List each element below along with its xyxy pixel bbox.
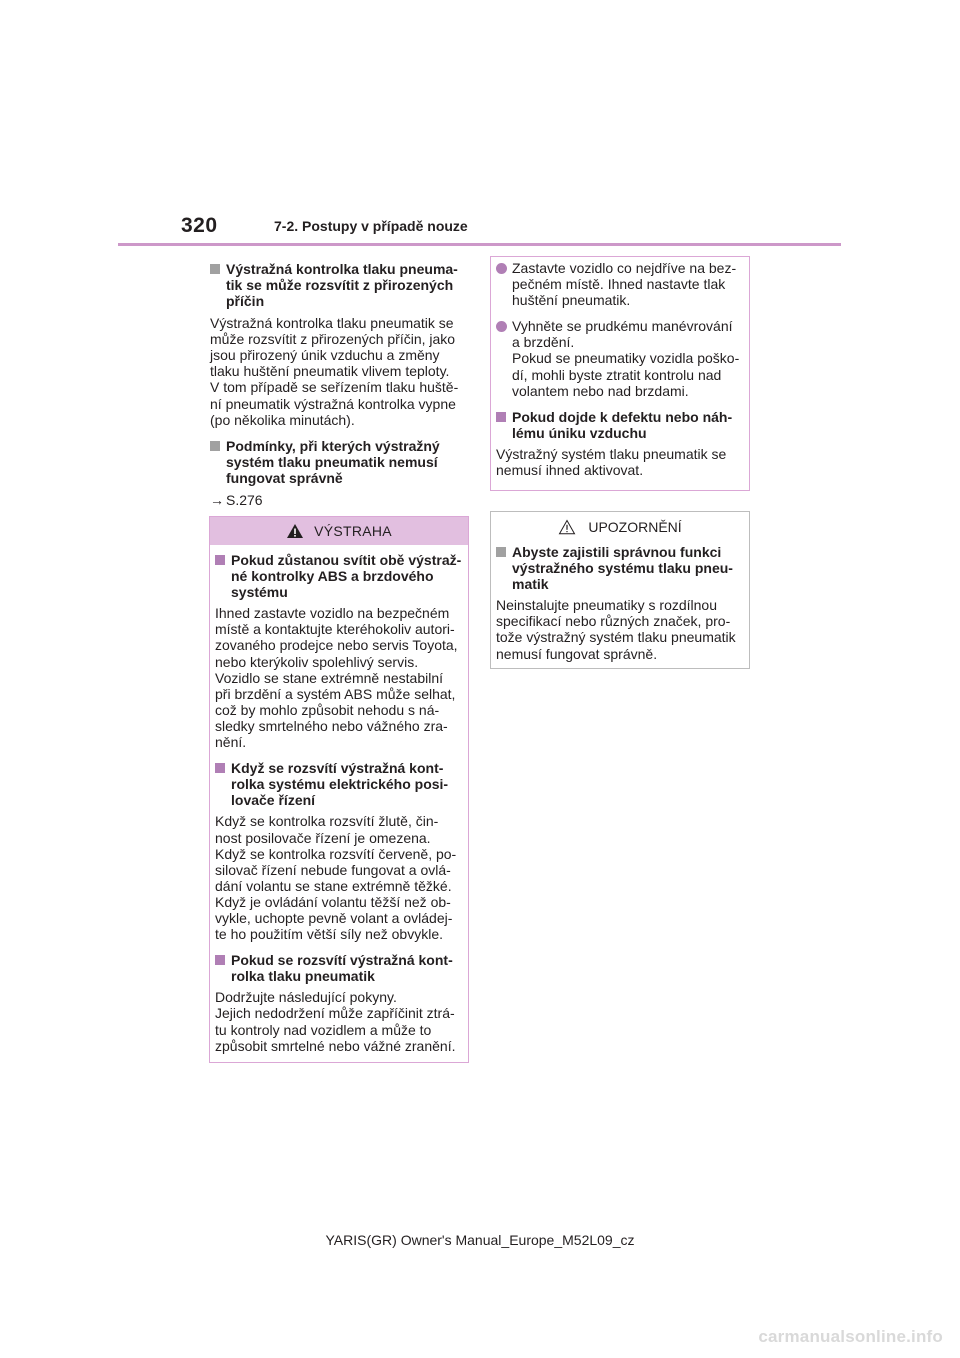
page-footer: YARIS(GR) Owner's Manual_Europe_M52L09_cz xyxy=(325,1232,635,1248)
page-header xyxy=(0,0,960,250)
page-reference[interactable] xyxy=(210,492,468,508)
square-bullet-icon xyxy=(215,555,225,565)
list-item: Vyhněte se prudkému manévrování a brzdění. Pokud se pneumatiky vozidla poško- dí, mohli byste ztratit kontrolu nad volantem nebo nad brzdami. xyxy=(496,318,745,398)
warning-paragraph-tpws: Dodržujte následující pokyny. Jejich nedodržení může zapříčinit ztrá- tu kontroly nad vozidlem a může to způsobit smrtelné nebo vážné zranění. xyxy=(215,989,456,1054)
round-bullet-icon xyxy=(496,263,507,274)
section-title: 7-2. Postupy v případě nouze xyxy=(274,218,468,234)
header-rule xyxy=(118,243,841,246)
warning-heading-abs: Pokud zůstanou svítit obě výstraž- né kontrolky ABS a brzdového systému xyxy=(215,552,464,600)
square-bullet-icon xyxy=(210,441,220,451)
paragraph-natural-causes: Výstražná kontrolka tlaku pneumatik se může rozsvítit z přirozených příčin, jako jsou přirozený únik vzduchu a změny tlaku huštění pneumatik vlivem teploty. V tom případě se seřízením tlaku huště- ní pneumatik výstražná kontrolka vypne (po několika minutách). xyxy=(210,314,459,428)
arrow-right-icon: → xyxy=(210,491,224,508)
square-bullet-icon xyxy=(215,763,225,773)
page-reference-link[interactable]: S.276 xyxy=(226,491,263,508)
warning-box xyxy=(209,516,469,1063)
notice-body xyxy=(491,542,749,662)
list-item: Zastavte vozidlo co nejdříve na bez- pečném místě. Ihned nastavte tlak huštění pneumatik. xyxy=(496,260,745,308)
notice-box xyxy=(490,511,750,669)
caution-triangle-icon xyxy=(558,519,576,535)
notice-heading: Abyste zajistili správnou funkci výstražného systému tlaku pneu- matik xyxy=(496,544,745,592)
round-bullet-icon xyxy=(496,321,507,332)
warning-title-bar xyxy=(210,517,468,545)
square-bullet-icon xyxy=(210,264,220,274)
heading-defect: Pokud dojde k defektu nebo náh- lému úniku vzduchu xyxy=(496,409,745,441)
watermark: carmanualsonline.info xyxy=(758,1327,943,1346)
notice-title: UPOZORNĚNÍ xyxy=(588,519,682,535)
page-number: 320 xyxy=(181,214,218,237)
warning-paragraph-abs: Ihned zastavte vozidlo na bezpečném místě a kontaktujte kteréhokoliv autori- zovaného prodejce nebo servis Toyota, nebo kterýkoliv spolehlivý servis. Vozidlo se stane extrémně nestabilní při brzdění a systém ABS může selhat, což by mohlo způsobit nehodu s ná- sledky smrtelného nebo vážného zra- nění. xyxy=(215,605,458,751)
square-bullet-icon xyxy=(496,547,506,557)
heading-conditions: Podmínky, při kterých výstražný systém tlaku pneumatik nemusí fungovat správně xyxy=(210,438,468,487)
warning-body xyxy=(210,545,468,1054)
notice-title-bar xyxy=(491,512,749,542)
warning-heading-tpws: Pokud se rozsvítí výstražná kont- rolka tlaku pneumatik xyxy=(215,952,464,984)
warning-title: VÝSTRAHA xyxy=(314,523,392,539)
left-column xyxy=(210,261,468,508)
warning-heading-eps: Když se rozsvítí výstražná kont- rolka systému elektrického posi- lovače řízení xyxy=(215,760,464,808)
paragraph-defect: Výstražný systém tlaku pneumatik se nemusí ihned aktivovat. xyxy=(496,445,727,479)
notice-paragraph: Neinstalujte pneumatiky s rozdílnou specifikací nebo různých značek, pro- tože výstražný systém tlaku pneumatik nemusí fungovat správně. xyxy=(496,597,736,662)
warning-continuation-box xyxy=(490,256,750,491)
square-bullet-icon xyxy=(496,412,506,422)
square-bullet-icon xyxy=(215,955,225,965)
warning-paragraph-eps: Když se kontrolka rozsvítí žlutě, čin- nost posilovače řízení je omezena. Když se kontrolka rozsvítí červeně, po- silovač řízení nebude fungovat a ovlá- dání volantu se stane extrémně těžké. Když je ovládání volantu těžší než ob- vykle, uchopte pevně volant a ovládej- te ho použitím větší síly než obvykle. xyxy=(215,813,457,943)
heading-natural-causes: Výstražná kontrolka tlaku pneuma- tik se může rozsvítit z přirozených příčin xyxy=(210,261,468,310)
warning-triangle-icon xyxy=(286,523,304,539)
